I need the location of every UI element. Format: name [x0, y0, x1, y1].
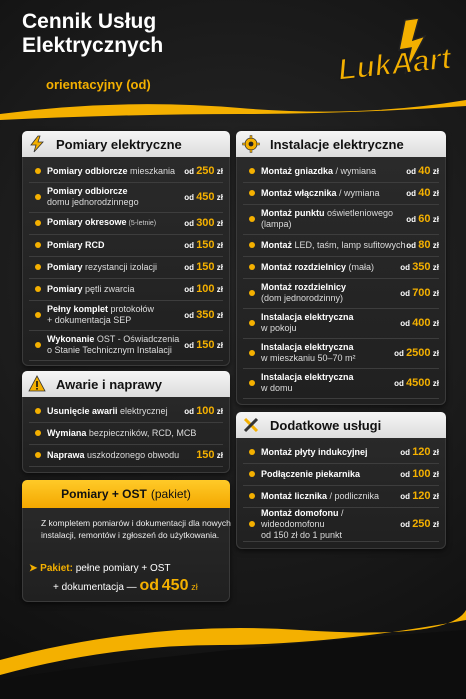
bullet-icon [249, 320, 255, 326]
price-value: 40 [418, 164, 431, 177]
panel-measurements-title: Pomiary elektryczne [56, 136, 182, 152]
bullet-icon [249, 449, 255, 455]
bullet-icon [249, 242, 255, 248]
service-price [184, 262, 223, 273]
price-prefix: od [406, 214, 419, 224]
service-price [184, 192, 223, 203]
service-name [261, 447, 400, 458]
service-name-bold: Naprawa [47, 449, 85, 460]
price-currency: zł [214, 240, 223, 250]
service-name-detail-2: w domu [261, 383, 293, 393]
price-row [243, 204, 439, 235]
bullet-icon [35, 408, 41, 414]
panel-installations [236, 131, 446, 405]
title-line-2: Elektrycznych [22, 34, 164, 57]
service-price [394, 378, 439, 389]
price-currency: zł [430, 214, 439, 224]
price-value: 250 [196, 164, 215, 177]
gear-icon [240, 133, 262, 155]
package-description: Z kompletem pomiarów i dokumentacji dla nowych instalacji, remontów i zgłoszeń do użytkowania. [41, 518, 231, 540]
price-currency: zł [214, 450, 223, 460]
service-price [400, 491, 439, 502]
bullet-icon [35, 342, 41, 348]
price-currency: zł [430, 166, 439, 176]
price-row [29, 300, 223, 331]
service-name-bold: Pomiary okresowe [47, 217, 127, 227]
service-name-detail: protokołów [108, 304, 155, 314]
footer-wave-decoration [0, 600, 466, 699]
price-currency: zł [430, 288, 439, 298]
price-row [29, 212, 223, 235]
price-row [29, 400, 223, 423]
price-currency: zł [430, 519, 439, 529]
svg-text:LukAart: LukAart [336, 42, 453, 87]
service-name-detail-2: o Stanie Technicznym Instalacji [47, 345, 172, 355]
service-price [400, 469, 439, 480]
service-name-bold: Usunięcie awarii [47, 405, 118, 416]
panel-extra-title: Dodatkowe usługi [270, 417, 382, 433]
service-name [261, 262, 400, 273]
service-name-bold: Montaż rozdzielnicy [261, 282, 347, 292]
price-value: 150 [196, 338, 215, 351]
price-value: 60 [418, 212, 431, 225]
service-name-bold: Montaż domofonu [261, 507, 339, 518]
price-prefix: od [184, 310, 197, 320]
price-prefix: od [406, 188, 419, 198]
service-name-bold: Montaż licznika [261, 490, 328, 501]
price-prefix: od [400, 318, 413, 328]
price-row [243, 338, 439, 369]
service-name-bold: Pomiary [47, 283, 83, 294]
service-name-bold: Pomiary odbiorcze [47, 165, 128, 176]
panel-repairs-header [22, 371, 230, 397]
price-prefix: od [184, 262, 197, 272]
service-price [184, 310, 223, 321]
price-prefix: od [406, 240, 419, 250]
service-price [184, 240, 223, 251]
title-line-1: Cennik Usług [22, 10, 157, 33]
service-name [261, 208, 406, 230]
service-name-detail: mieszkania [127, 165, 176, 176]
service-name-bold: Pomiary RCD [47, 239, 105, 250]
bullet-icon [35, 430, 41, 436]
service-name [47, 284, 184, 295]
service-price [394, 348, 439, 359]
service-name-bold: Montaż gniazdka [261, 165, 334, 176]
price-prefix: od [400, 519, 413, 529]
page-title [22, 10, 163, 58]
service-name [261, 469, 400, 480]
service-name-bold: Pomiary odbiorcze [47, 186, 128, 196]
price-prefix: od [394, 378, 407, 388]
price-value: 300 [196, 216, 215, 229]
package-title: Pomiary + OST [61, 487, 147, 501]
service-price [400, 318, 439, 329]
service-name-detail: rezystancji izolacji [82, 261, 158, 272]
bullet-icon [35, 264, 41, 270]
service-price [400, 288, 439, 299]
price-currency: zł [214, 284, 223, 294]
bullet-icon [249, 380, 255, 386]
service-name-bold: Montaż włącznika [261, 187, 337, 198]
price-prefix: od [184, 406, 197, 416]
bullet-icon [249, 264, 255, 270]
service-name-bold: Montaż [261, 239, 292, 250]
package-price-line [53, 577, 198, 595]
service-name-detail-2: domu jednorodzinnego [47, 197, 139, 207]
service-name-detail: oświetleniowego [324, 208, 394, 218]
price-currency: zł [430, 491, 439, 501]
price-prefix: od [394, 348, 407, 358]
panel-installations-title: Instalacje elektryczne [270, 136, 404, 152]
price-row [243, 278, 439, 309]
price-value: 80 [418, 238, 431, 251]
service-name-bold: Montaż punktu [261, 208, 325, 218]
price-currency: zł [430, 188, 439, 198]
service-name [47, 217, 184, 229]
price-value: 120 [412, 445, 431, 458]
service-price [400, 519, 439, 530]
price-value: 100 [196, 404, 215, 417]
service-name [261, 240, 406, 251]
panel-repairs-title: Awarie i naprawy [56, 376, 162, 392]
service-name [261, 491, 400, 502]
service-name [47, 304, 184, 326]
service-price [406, 166, 439, 177]
package-price-prefix: + dokumentacja — [53, 582, 140, 593]
price-currency: zł [214, 166, 223, 176]
price-currency: zł [430, 240, 439, 250]
service-name-bold: Wykonanie [47, 334, 95, 344]
header-wave-decoration [0, 96, 466, 126]
price-value: 40 [418, 186, 431, 199]
price-prefix: od [184, 240, 197, 250]
price-currency: zł [430, 469, 439, 479]
service-name-detail: elektrycznej [117, 405, 168, 416]
service-name-detail: (mała) [346, 261, 375, 272]
bullet-icon [249, 168, 255, 174]
brand-logo [335, 18, 455, 96]
service-price [184, 340, 223, 351]
price-prefix: od [400, 447, 413, 457]
price-value: 100 [196, 282, 215, 295]
price-prefix: od [400, 469, 413, 479]
price-prefix: od [400, 262, 413, 272]
panel-installations-header [236, 131, 446, 157]
price-prefix: od [400, 288, 413, 298]
price-row [29, 330, 223, 361]
service-price [406, 240, 439, 251]
price-value: 150 [196, 260, 215, 273]
price-row [243, 485, 439, 508]
service-name [47, 262, 184, 273]
service-name [47, 428, 223, 439]
price-currency: zł [214, 340, 223, 350]
service-name-bold: Wymiana [47, 427, 87, 438]
service-price [406, 214, 439, 225]
service-name-bold: Instalacja elektryczna [261, 312, 354, 322]
bullet-icon [35, 286, 41, 292]
price-currency: zł [430, 262, 439, 272]
price-currency: zł [214, 262, 223, 272]
service-name [47, 166, 184, 177]
price-row [243, 507, 439, 542]
service-price [184, 284, 223, 295]
price-prefix: od [184, 166, 197, 176]
service-name [261, 166, 406, 177]
panel-extra-header [236, 412, 446, 438]
service-name [261, 342, 394, 364]
package-price-od: od [139, 577, 159, 594]
panel-measurements-header [22, 131, 230, 157]
service-name [47, 406, 184, 417]
package-offer-text: pełne pomiary + OST [75, 563, 171, 574]
service-name-detail: / wideodomofonu [261, 507, 344, 529]
service-name-detail: LED, taśm, lamp sufitowych [292, 239, 406, 250]
price-row [29, 422, 223, 445]
price-row [243, 234, 439, 257]
price-currency: zł [430, 447, 439, 457]
service-name-detail-2: w mieszkaniu 50–70 m² [261, 353, 356, 363]
tools-icon [240, 414, 262, 436]
service-name [261, 312, 400, 334]
service-price [196, 450, 223, 461]
service-name-detail: / wymiana [336, 187, 380, 198]
panel-measurements [22, 131, 230, 366]
price-value: 350 [196, 308, 215, 321]
service-name [47, 240, 184, 251]
price-row [243, 308, 439, 339]
lightning-icon [26, 133, 48, 155]
bullet-icon [249, 290, 255, 296]
price-row [243, 160, 439, 183]
price-row [243, 368, 439, 399]
price-prefix: od [400, 491, 413, 501]
bullet-icon [249, 493, 255, 499]
price-row [243, 182, 439, 205]
bullet-icon [249, 350, 255, 356]
service-name-detail-2: od 150 zł do 1 punkt [261, 529, 343, 540]
service-name [261, 508, 400, 541]
price-currency: zł [430, 378, 439, 388]
price-row [243, 256, 439, 279]
price-value: 400 [412, 316, 431, 329]
bullet-icon [249, 521, 255, 527]
warning-icon [26, 373, 48, 395]
service-name [47, 334, 184, 356]
panel-package-header [22, 480, 230, 508]
service-name [261, 282, 400, 304]
package-price: 450 [161, 577, 189, 594]
price-currency: zł [214, 218, 223, 228]
service-name-detail: / wymiana [333, 165, 377, 176]
price-row [29, 182, 223, 213]
price-value: 2500 [406, 346, 431, 359]
service-name [261, 372, 394, 394]
service-name-bold: Montaż rozdzielnicy [261, 261, 347, 272]
service-price [400, 262, 439, 273]
bullet-icon [35, 242, 41, 248]
service-price [406, 188, 439, 199]
price-currency: zł [430, 318, 439, 328]
service-name-detail: OST - Oświadczenia [94, 334, 180, 344]
price-value: 4500 [406, 376, 431, 389]
price-value: 150 [196, 238, 215, 251]
price-row [29, 234, 223, 257]
service-name-detail: uszkodzonego obwodu [84, 449, 180, 460]
bullet-icon [35, 312, 41, 318]
package-price-currency: zł [191, 582, 198, 592]
service-price [184, 406, 223, 417]
service-name-detail: bezpieczników, RCD, MCB [86, 427, 197, 438]
price-row [29, 444, 223, 467]
page-subtitle: orientacyjny (od) [46, 77, 151, 92]
service-name-detail: pętli zwarcia [82, 283, 135, 294]
service-name-detail-2: w pokoju [261, 323, 297, 333]
service-name-bold: Instalacja elektryczna [261, 342, 354, 352]
bullet-icon [35, 220, 41, 226]
price-prefix: od [184, 192, 197, 202]
service-name-bold: Montaż płyty indukcyjnej [261, 446, 368, 457]
panel-package [22, 480, 230, 602]
price-value: 150 [196, 448, 215, 461]
package-offer-label: Pakiet: [40, 563, 73, 574]
price-value: 120 [412, 489, 431, 502]
price-prefix: od [184, 218, 197, 228]
service-name-detail-2: (lampa) [261, 219, 292, 229]
bullet-icon [249, 471, 255, 477]
price-row [243, 441, 439, 464]
package-offer [29, 563, 171, 574]
service-name-detail-2: + dokumentacja SEP [47, 315, 132, 325]
price-currency: zł [214, 310, 223, 320]
price-value: 700 [412, 286, 431, 299]
price-value: 100 [412, 467, 431, 480]
service-name-bold: Pełny komplet [47, 304, 109, 314]
arrow-icon: ➤ [29, 563, 41, 574]
service-name-bold: Pomiary [47, 261, 83, 272]
service-name [261, 188, 406, 199]
price-value: 450 [196, 190, 215, 203]
price-prefix: od [406, 166, 419, 176]
bullet-icon [249, 190, 255, 196]
panel-repairs [22, 371, 230, 473]
price-row [243, 463, 439, 486]
price-row [29, 160, 223, 183]
service-name-detail-2: (dom jednorodzinny) [261, 293, 344, 303]
bullet-icon [35, 168, 41, 174]
service-name-note: (5-letnie) [126, 220, 157, 227]
price-currency: zł [214, 192, 223, 202]
package-title-note: (pakiet) [150, 487, 191, 501]
bullet-icon [35, 194, 41, 200]
bullet-icon [249, 216, 255, 222]
price-currency: zł [430, 348, 439, 358]
service-price [184, 166, 223, 177]
price-value: 350 [412, 260, 431, 273]
price-row [29, 278, 223, 301]
price-prefix: od [184, 340, 197, 350]
service-price [400, 447, 439, 458]
panel-extra [236, 412, 446, 549]
service-name-detail: / podlicznika [327, 490, 380, 501]
bullet-icon [35, 452, 41, 458]
service-name [47, 186, 184, 208]
price-value: 250 [412, 517, 431, 530]
service-name-bold: Instalacja elektryczna [261, 372, 354, 382]
service-price [184, 218, 223, 229]
price-prefix: od [184, 284, 197, 294]
service-name [47, 450, 196, 461]
price-row [29, 256, 223, 279]
service-name-bold: Podłączenie piekarnika [261, 468, 361, 479]
price-currency: zł [214, 406, 223, 416]
